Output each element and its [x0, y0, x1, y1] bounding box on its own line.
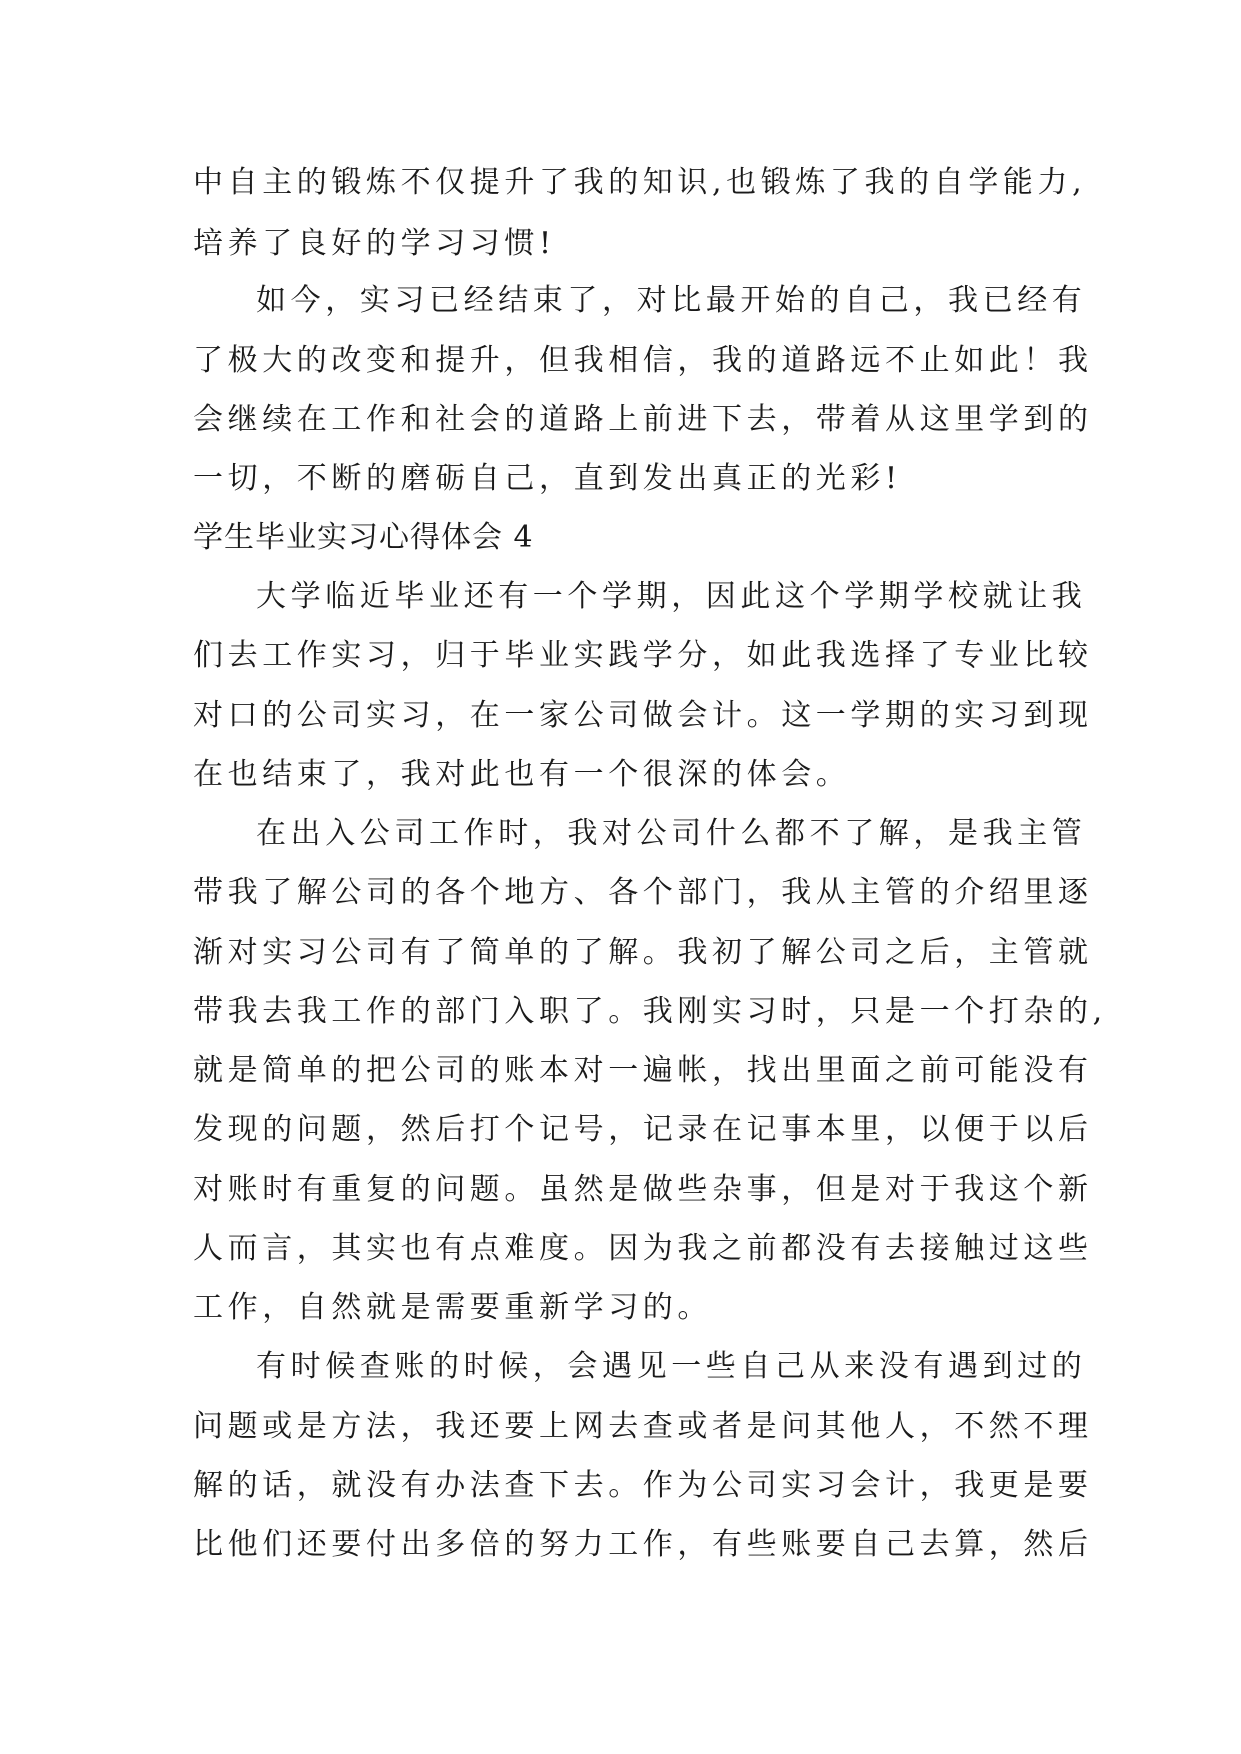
text-line: 人而言，其实也有点难度。因为我之前都没有去接触过这些 [193, 1231, 1093, 1266]
text-line: 了极大的改变和提升，但我相信，我的道路远不止如此！我 [193, 343, 1093, 378]
text-line: 们去工作实习，归于毕业实践学分，如此我选择了专业比较 [193, 638, 1093, 673]
text-line: 就是简单的把公司的账本对一遍帐，找出里面之前可能没有 [193, 1053, 1093, 1088]
text-line: 带我了解公司的各个地方、各个部门，我从主管的介绍里逐 [193, 875, 1093, 910]
paragraph-first-line: 在出入公司工作时，我对公司什么都不了解，是我主管 [256, 816, 1087, 851]
text-line: 比他们还要付出多倍的努力工作，有些账要自己去算，然后 [193, 1527, 1093, 1562]
text-line: 问题或是方法，我还要上网去查或者是问其他人，不然不理 [193, 1409, 1093, 1444]
text-line: 会继续在工作和社会的道路上前进下去，带着从这里学到的 [193, 402, 1093, 437]
text-line: 一切，不断的磨砺自己，直到发出真正的光彩! [193, 461, 902, 496]
text-line: 渐对实习公司有了简单的了解。我初了解公司之后，主管就 [193, 935, 1093, 970]
text-line: 解的话，就没有办法查下去。作为公司实习会计，我更是要 [193, 1468, 1093, 1503]
text-line: 工作，自然就是需要重新学习的。 [193, 1290, 712, 1325]
text-line: 带我去我工作的部门入职了。我刚实习时，只是一个打杂的, [193, 994, 1107, 1029]
paragraph-first-line: 有时候查账的时候，会遇见一些自己从来没有遇到过的 [256, 1349, 1087, 1384]
text-line: 对账时有重复的问题。虽然是做些杂事，但是对于我这个新 [193, 1172, 1093, 1207]
text-line: 发现的问题，然后打个记号，记录在记事本里，以便于以后 [193, 1112, 1093, 1147]
paragraph-first-line: 如今，实习已经结束了，对比最开始的自己，我已经有 [256, 283, 1087, 318]
section-heading: 学生毕业实习心得体会 4 [193, 520, 534, 555]
text-line: 对口的公司实习，在一家公司做会计。这一学期的实习到现 [193, 698, 1093, 733]
paragraph-first-line: 大学临近毕业还有一个学期，因此这个学期学校就让我 [256, 579, 1087, 614]
text-line: 中自主的锻炼不仅提升了我的知识,也锻炼了我的自学能力, [193, 165, 1087, 200]
text-line: 在也结束了，我对此也有一个很深的体会。 [193, 757, 851, 792]
text-line: 培养了良好的学习习惯! [193, 226, 556, 261]
